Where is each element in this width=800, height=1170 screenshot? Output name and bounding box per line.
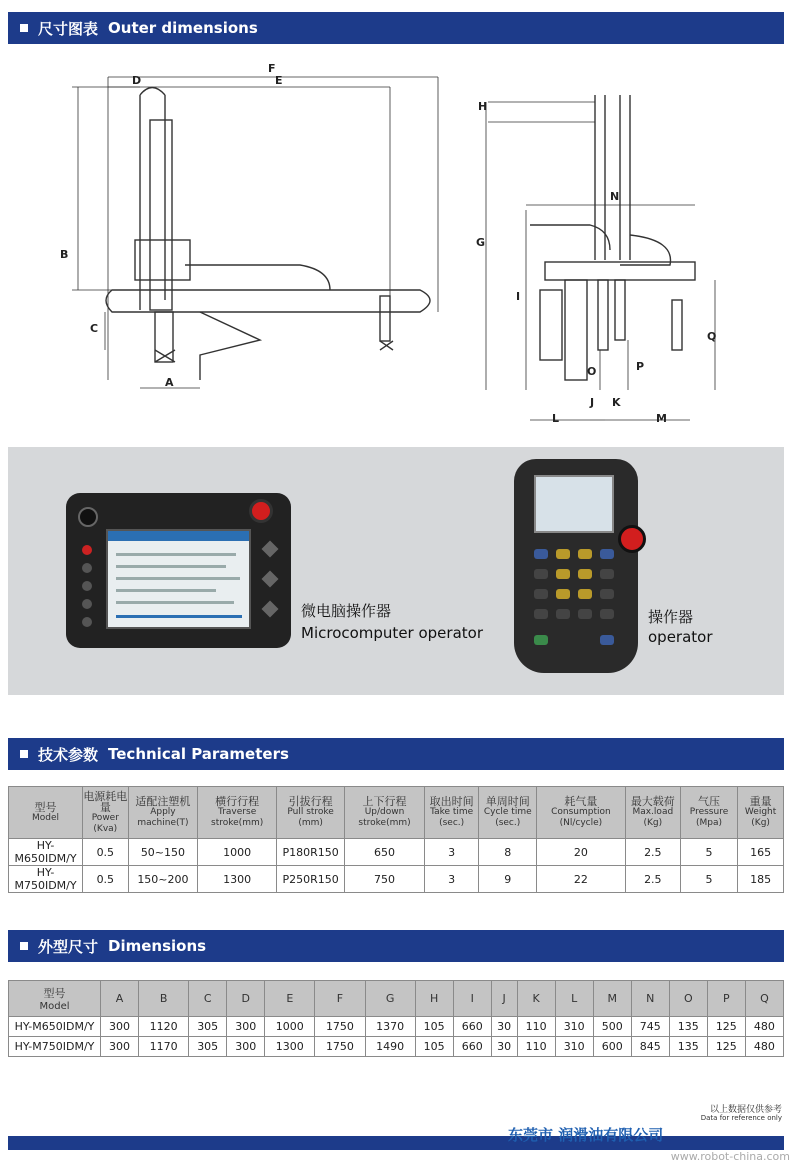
header-col-D: D: [227, 981, 265, 1017]
table-cell: 135: [669, 1017, 707, 1037]
table-cell: 5: [680, 839, 737, 866]
handheld-operator-image: [514, 459, 638, 673]
table-cell: 8: [479, 839, 537, 866]
header-col-C: C: [189, 981, 227, 1017]
section-title-en: Dimensions: [108, 937, 207, 955]
operator-label-en: operator: [648, 628, 713, 646]
table-cell: 300: [227, 1037, 265, 1057]
header-col-L: L: [555, 981, 593, 1017]
table-cell: 500: [593, 1017, 631, 1037]
table-cell: 110: [517, 1037, 555, 1057]
table-cell: 305: [189, 1037, 227, 1057]
header-col-H: H: [415, 981, 453, 1017]
header-cn: 横行行程: [215, 795, 260, 808]
reference-note-cn: 以上数据仅供参考: [709, 1105, 782, 1115]
table-cell: 185: [738, 866, 784, 893]
table-cell: 650: [345, 839, 425, 866]
table-cell: 1170: [139, 1037, 189, 1057]
header-model-cn: 型号: [43, 987, 66, 1000]
header-col-9: [625, 787, 680, 839]
dim-label-F: F: [268, 62, 276, 75]
pendant-screen: [106, 529, 251, 629]
header-cn: 气压: [698, 795, 721, 808]
operators-panel: [8, 447, 784, 695]
header-col-I: I: [453, 981, 491, 1017]
section-header-dimensions: [8, 930, 784, 962]
microcomputer-operator-label-cn: 微电脑操作器: [301, 602, 392, 620]
header-col-11: [738, 787, 784, 839]
table-cell: 1120: [139, 1017, 189, 1037]
table-cell: P180R150: [277, 839, 345, 866]
dim-label-Q: Q: [707, 330, 717, 343]
table-cell: 480: [745, 1037, 783, 1057]
header-col-B: B: [139, 981, 189, 1017]
dim-label-L: L: [552, 412, 560, 425]
table-cell: 9: [479, 866, 537, 893]
dim-label-E: E: [275, 74, 283, 87]
handheld-screen: [534, 475, 614, 533]
table-header-row: [9, 787, 784, 839]
header-cn: 型号: [34, 800, 57, 814]
section-title-cn: 外型尺寸: [38, 937, 99, 956]
header-col-M: M: [593, 981, 631, 1017]
emergency-stop-icon: [618, 525, 646, 553]
header-col-3: [198, 787, 277, 839]
dim-label-O: O: [587, 365, 597, 378]
dimensions-table: [8, 980, 784, 1057]
square-bullet-icon: [20, 750, 28, 758]
header-col-F: F: [315, 981, 365, 1017]
table-cell: 300: [227, 1017, 265, 1037]
table-cell: 750: [345, 866, 425, 893]
header-col-A: A: [101, 981, 139, 1017]
section-title-cn: 尺寸图表: [38, 19, 99, 38]
header-en: Model: [32, 812, 60, 823]
microcomputer-pendant-image: [66, 493, 291, 648]
dim-label-K: K: [612, 396, 621, 409]
reference-note-en: Data for reference only: [700, 1114, 782, 1122]
header-en: Max.load (Kg): [632, 807, 674, 828]
table-cell: 660: [453, 1017, 491, 1037]
header-en: Pull stroke (mm): [287, 807, 334, 828]
table-cell: 1490: [365, 1037, 415, 1057]
table-cell: 310: [555, 1037, 593, 1057]
header-col-Q: Q: [745, 981, 783, 1017]
table-row: [9, 1037, 784, 1057]
header-cn: 单周时间: [485, 795, 530, 808]
header-col-E: E: [265, 981, 315, 1017]
dimension-drawing-svg: [0, 50, 800, 430]
header-en: Take time (sec.): [430, 807, 474, 828]
header-col-4: [277, 787, 345, 839]
header-cn: 取出时间: [429, 795, 474, 808]
dim-label-I: I: [516, 290, 521, 303]
table-cell: HY-M750IDM/Y: [9, 866, 83, 893]
header-en: Up/down stroke(mm): [358, 807, 411, 828]
table-cell: 0.5: [83, 839, 128, 866]
watermark-url: www.robot-china.com: [670, 1150, 790, 1163]
table-cell: 30: [491, 1017, 517, 1037]
section-header-outer-dimensions: [8, 12, 784, 44]
table-cell: 1000: [198, 839, 277, 866]
table-cell: 1370: [365, 1017, 415, 1037]
header-cn: 最大载荷: [630, 795, 675, 808]
header-col-2: [128, 787, 198, 839]
header-col-G: G: [365, 981, 415, 1017]
table-header-row: [9, 981, 784, 1017]
header-col-J: J: [491, 981, 517, 1017]
table-cell: 1000: [265, 1017, 315, 1037]
outer-dimensions-drawing: [0, 50, 800, 430]
table-cell: 1300: [198, 866, 277, 893]
table-cell: 2.5: [625, 866, 680, 893]
header-cn: 电源耗电量: [83, 789, 128, 814]
table-cell: HY-M750IDM/Y: [9, 1037, 101, 1057]
table-cell: 105: [415, 1017, 453, 1037]
table-cell: 125: [707, 1037, 745, 1057]
table-cell: 300: [101, 1037, 139, 1057]
header-model: [9, 981, 101, 1017]
table-cell: 1750: [315, 1017, 365, 1037]
table-cell: 125: [707, 1017, 745, 1037]
table-row: [9, 1017, 784, 1037]
header-col-O: O: [669, 981, 707, 1017]
watermark-text: 东莞市 润滑油有限公司: [508, 1126, 664, 1144]
table-cell: 310: [555, 1017, 593, 1037]
emergency-stop-icon: [249, 499, 273, 523]
table-cell: 600: [593, 1037, 631, 1057]
dim-label-M: M: [656, 412, 667, 425]
table-cell: 3: [424, 866, 479, 893]
table-cell: 20: [536, 839, 625, 866]
header-en: Weight (Kg): [744, 807, 777, 828]
operator-label-cn: 操作器: [648, 608, 694, 626]
table-cell: 5: [680, 866, 737, 893]
header-model-en: Model: [39, 1001, 70, 1012]
microcomputer-operator-label-en: Microcomputer operator: [301, 624, 483, 642]
table-cell: 1300: [265, 1037, 315, 1057]
section-header-technical-parameters: [8, 738, 784, 770]
dim-label-D: D: [132, 74, 142, 87]
header-en: Pressure (Mpa): [689, 807, 729, 828]
table-row: [9, 866, 784, 893]
table-cell: 1750: [315, 1037, 365, 1057]
mode-knob-icon: [78, 507, 98, 527]
header-en: Traverse stroke(mm): [211, 807, 264, 828]
header-col-8: [536, 787, 625, 839]
table-cell: HY-M650IDM/Y: [9, 1017, 101, 1037]
dim-label-A: A: [165, 376, 174, 389]
footer-band: [8, 1136, 784, 1150]
table-cell: 300: [101, 1017, 139, 1037]
header-en: Power (Kva): [91, 812, 119, 834]
header-cn: 耗气量: [564, 795, 598, 808]
table-cell: 0.5: [83, 866, 128, 893]
dim-label-H: H: [478, 100, 488, 113]
table-cell: 30: [491, 1037, 517, 1057]
table-cell: 22: [536, 866, 625, 893]
header-col-5: [345, 787, 425, 839]
table-cell: 745: [631, 1017, 669, 1037]
header-cn: 上下行程: [362, 795, 407, 808]
dim-label-B: B: [60, 248, 69, 261]
header-en: Cycle time (sec.): [483, 807, 532, 828]
header-cn: 重量: [749, 795, 772, 808]
dim-label-G: G: [476, 236, 486, 249]
header-col-1: [83, 787, 128, 839]
table-cell: 165: [738, 839, 784, 866]
technical-parameters-table: [8, 786, 784, 893]
table-cell: 50~150: [128, 839, 198, 866]
table-cell: 660: [453, 1037, 491, 1057]
section-title-cn: 技术参数: [38, 745, 99, 764]
square-bullet-icon: [20, 942, 28, 950]
table-cell: 480: [745, 1017, 783, 1037]
dim-label-C: C: [90, 322, 99, 335]
header-cn: 引拔行程: [288, 795, 333, 808]
header-col-10: [680, 787, 737, 839]
section-title-en: Technical Parameters: [108, 745, 289, 763]
table-row: [9, 839, 784, 866]
dim-label-P: P: [636, 360, 645, 373]
header-en: Consumption (Nl/cycle): [551, 807, 611, 828]
header-col-6: [424, 787, 479, 839]
table-cell: 105: [415, 1037, 453, 1057]
header-cn: 适配注塑机: [135, 795, 191, 808]
header-col-7: [479, 787, 537, 839]
header-en: Apply machine(T): [137, 807, 189, 828]
table-cell: HY-M650IDM/Y: [9, 839, 83, 866]
header-col-N: N: [631, 981, 669, 1017]
table-cell: 110: [517, 1017, 555, 1037]
square-bullet-icon: [20, 24, 28, 32]
table-cell: 845: [631, 1037, 669, 1057]
header-col-0: [9, 787, 83, 839]
dim-label-N: N: [610, 190, 620, 203]
section-title-en: Outer dimensions: [108, 19, 258, 37]
table-cell: 150~200: [128, 866, 198, 893]
header-col-P: P: [707, 981, 745, 1017]
dim-label-J: J: [590, 396, 595, 409]
table-cell: 2.5: [625, 839, 680, 866]
table-cell: P250R150: [277, 866, 345, 893]
table-cell: 3: [424, 839, 479, 866]
table-cell: 305: [189, 1017, 227, 1037]
table-cell: 135: [669, 1037, 707, 1057]
header-col-K: K: [517, 981, 555, 1017]
